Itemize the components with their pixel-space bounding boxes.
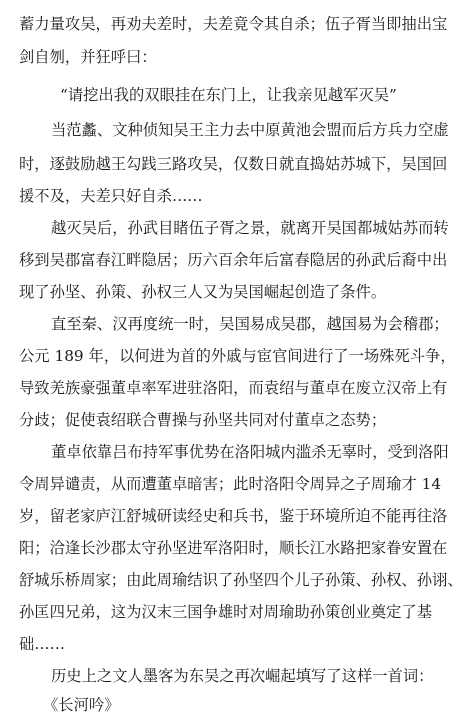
text-line-13: 分歧；促使袁绍联合曹操与孙坚共同对付董卓之态势；: [19, 411, 387, 429]
text-line-12: 导致羌族豪强董卓率军进驻洛阳，而袁绍与董卓在废立汉帝上有: [19, 379, 448, 397]
text-line-21: 历史上之文人墨客为东吴之再次崛起填写了这样一首词：: [51, 667, 434, 685]
text-line-19: 孙匡四兄弟，这为汉末三国争雄时对周瑜助孙策创业奠定了基: [19, 603, 433, 621]
text-line-5: 时，逐鼓励越王勾践三路攻吴，仅数日就直捣姑苏城下，吴国回: [19, 155, 448, 173]
text-line-17: 阳；洽逢长沙郡太守孙坚进军洛阳时，顺长江水路把家眷安置在: [19, 539, 448, 557]
quote-line: “请挖出我的双眼挂在东门上，让我亲见越军灭吴”: [60, 86, 397, 104]
text-line-20: 础……: [19, 635, 65, 653]
text-line-11: 公元 189 年，以何进为首的外戚与宦官间进行了一场殊死斗争，: [19, 347, 456, 365]
text-line-16: 岁，留老家庐江舒城研读经史和兵书，鉴于环境所迫不能再往洛: [19, 507, 448, 525]
text-line-14: 董卓依靠吕布持军事优势在洛阳城内滥杀无辜时，受到洛阳: [51, 443, 449, 461]
text-line-2: 剑自刎，并狂呼曰：: [19, 48, 157, 66]
text-line-1: 蓄力量攻吴，再劝夫差时，夫差竟令其自杀；伍子胥当即抽出宝: [19, 15, 448, 33]
text-line-9: 现了孙坚、孙策、孙权三人又为吴国崛起创造了条件。: [19, 283, 387, 301]
text-line-15: 令周异谴责，从而遭董卓暗害；此时洛阳令周异之子周瑜才 14: [19, 475, 442, 493]
text-line-18: 舒城乐桥周家；由此周瑜结识了孙坚四个儿子孙策、孙权、孙诩、: [19, 571, 463, 589]
text-line-4: 当范蠡、文种侦知吴王主力去中原黄池会盟而后方兵力空虚: [51, 121, 449, 139]
text-line-8: 移到吴郡富春江畔隐居；历六百余年后富春隐居的孙武后裔中出: [19, 251, 448, 269]
text-line-6: 援不及，夫差只好自杀……: [19, 187, 203, 205]
text-line-10: 直至秦、汉再度统一时，吴国易成吴郡，越国易为会稽郡；: [51, 315, 449, 333]
text-line-7: 越灭吴后，孙武目睹伍子胥之景，就离开吴国都城姑苏而转: [51, 219, 449, 237]
poem-title: 《长河吟》: [43, 696, 120, 714]
